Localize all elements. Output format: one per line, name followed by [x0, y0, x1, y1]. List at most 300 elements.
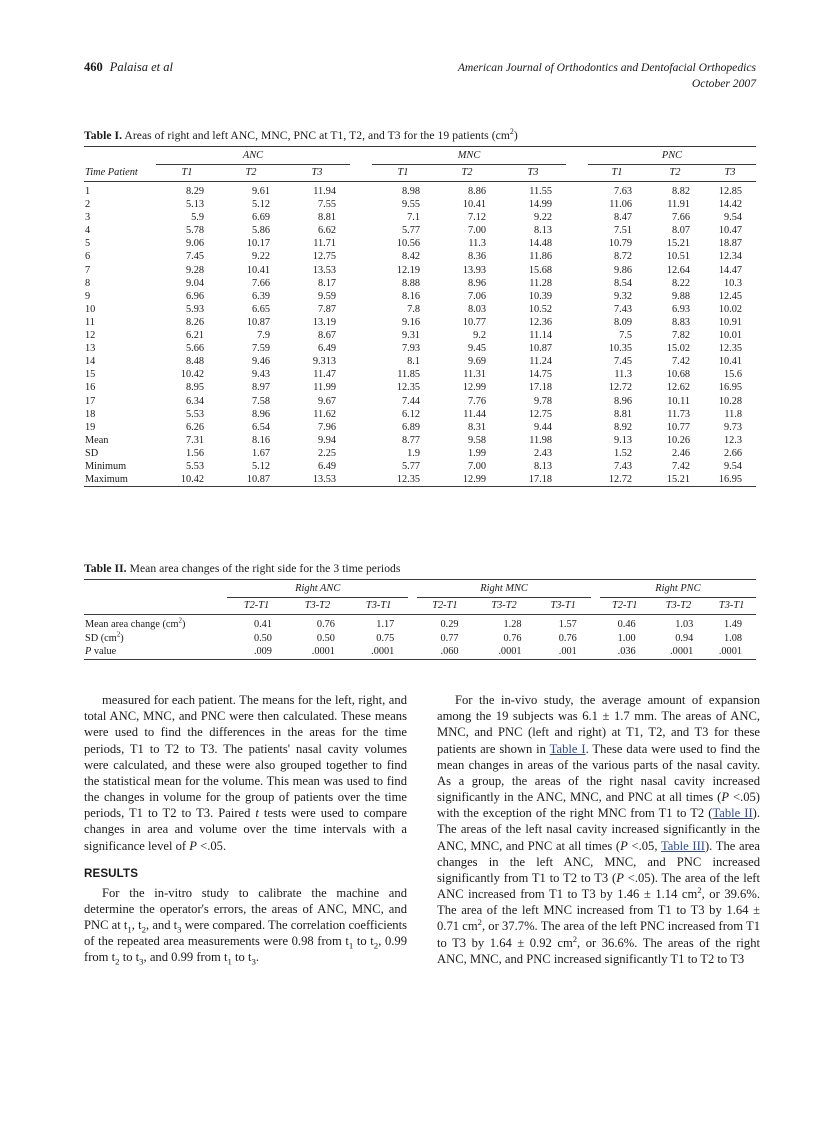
table-1-cell: 13.53 — [312, 474, 336, 486]
table-1-cell: 2.25 — [317, 447, 336, 459]
table-1-gap-cell — [566, 368, 588, 381]
table-1-cell: 11.14 — [529, 330, 552, 342]
table-1-cell: 8.96 — [613, 395, 632, 407]
issue-date: October 2007 — [691, 77, 756, 91]
right-paragraph-1 — [437, 692, 760, 967]
table-1-cell: 12.75 — [528, 408, 552, 420]
table-row — [84, 618, 756, 632]
table-2-cell: 1.28 — [503, 619, 522, 630]
table-1-caption-sup: 2 — [509, 127, 514, 137]
table-1-row-label: 5 — [85, 238, 91, 250]
table-row — [84, 395, 756, 408]
table-1-cell: 11.31 — [463, 369, 486, 381]
table-2-gap-cell — [591, 645, 600, 659]
table-1-cell: 10.41 — [462, 199, 486, 211]
table-1-cell: 10.17 — [246, 238, 270, 250]
journal-title: American Journal of Orthodontics and Dentofacial Orthopedics — [457, 61, 756, 74]
table-2-block — [84, 562, 756, 663]
table-1-cell: 10.26 — [666, 434, 690, 446]
table-row — [84, 316, 756, 329]
table-row — [84, 303, 756, 316]
table-2-col-pnc-t3t2: T3-T2 — [665, 600, 692, 611]
table-1-cell: 9.22 — [533, 212, 552, 224]
table-1-cell: 8.54 — [613, 277, 632, 289]
left-p2-sub-1: 1 — [127, 924, 132, 935]
table-2-col-anc-t2t1: T2-T1 — [243, 600, 270, 611]
table-1-row-label: 17 — [85, 395, 96, 407]
table-1-cell: 2.43 — [533, 447, 552, 459]
table-1-row-label: 8 — [85, 277, 91, 289]
table-1-cell: 17.18 — [528, 474, 552, 486]
table-1-row-label: Maximum — [85, 474, 128, 486]
table-1-cell: 9.88 — [671, 290, 690, 302]
table-1-cell: 7.43 — [613, 460, 632, 472]
table-1-cell: 11.99 — [313, 382, 336, 394]
table-1-cell: 10.42 — [180, 369, 204, 381]
table-1-cell: 12.45 — [718, 290, 742, 302]
table-row — [84, 473, 756, 487]
table-1-cell: 15.21 — [666, 474, 690, 486]
table-2-col-anc-t3t2: T3-T2 — [304, 600, 331, 611]
table-1-cell: 9.78 — [533, 395, 552, 407]
page-number: 460 — [84, 60, 103, 74]
table-1-row-label: 15 — [85, 369, 96, 381]
table-1-cell: 6.62 — [317, 225, 336, 237]
table-1-cell: 11.44 — [463, 408, 486, 420]
table-1-cell: 12.35 — [718, 343, 742, 355]
table-1-row-label: Minimum — [85, 460, 127, 472]
table-1-cell: 15.68 — [528, 264, 552, 276]
left-p2-sub-3: 3 — [177, 924, 182, 935]
table-2-bottom-rule — [84, 659, 756, 663]
table-2-gap-cell — [591, 632, 600, 646]
table-1-cell: 7.66 — [671, 212, 690, 224]
table-2-col-pnc-t3t1: T3-T1 — [718, 600, 745, 611]
table-1-cell: 8.31 — [467, 421, 486, 433]
table-3-crossref-link[interactable]: Table III — [660, 838, 705, 853]
left-p1-italic-t: t — [255, 806, 259, 821]
table-1-cell: 6.93 — [671, 303, 690, 315]
table-2-cell: 0.50 — [316, 632, 335, 644]
table-1-cell: 6.96 — [185, 290, 204, 302]
table-1-cell: 7.76 — [467, 395, 486, 407]
table-1-gap-cell — [566, 447, 588, 460]
table-1-cell: 10.35 — [608, 343, 632, 355]
table-1-cell: 10.79 — [608, 238, 632, 250]
table-row — [84, 434, 756, 447]
table-1-cell: 11.3 — [468, 238, 486, 250]
table-1-cell: 7.45 — [185, 251, 204, 263]
table-1-cell: 8.47 — [613, 212, 632, 224]
table-1-cell: 10.01 — [718, 330, 742, 342]
table-2-group-right-mnc: Right MNC — [480, 583, 528, 594]
table-2-cell: .060 — [440, 646, 459, 658]
table-1-cell: 12.75 — [312, 251, 336, 263]
table-1-col-pnc-t3: T3 — [724, 167, 736, 178]
table-2-cell: 1.00 — [617, 632, 636, 644]
table-1-cell: 8.13 — [533, 460, 552, 472]
table-1-cell: 12.85 — [718, 186, 742, 197]
table-1-row-label: 6 — [85, 251, 91, 263]
table-1-cell: 7.8 — [407, 303, 420, 315]
table-1-cell: 7.58 — [251, 395, 270, 407]
table-2-gap-cell — [408, 645, 417, 659]
table-1-cell: 1.52 — [613, 447, 632, 459]
left-p1-part-c: <.05. — [196, 838, 227, 853]
table-2-row-label: SD $(cm^2)$ — [85, 630, 124, 644]
table-1-cell: 13.93 — [462, 264, 486, 276]
table-2-col-mnc-t3t2: T3-T2 — [491, 600, 517, 611]
table-1-row-label: 1 — [85, 186, 91, 197]
table-1-gap-cell — [566, 460, 588, 473]
table-1-col-mnc-t3: T3 — [527, 167, 539, 178]
table-1-gap-cell — [566, 342, 588, 355]
table-1-cell: 7.44 — [401, 395, 420, 407]
table-1-cell: 7.43 — [613, 303, 632, 315]
table-1-cell: 7.66 — [251, 277, 270, 289]
table-1-gap-cell — [566, 198, 588, 211]
table-1-col-mnc-t2: T2 — [461, 167, 473, 178]
table-1-cell: 14.99 — [528, 199, 552, 211]
table-1-cell: 10.42 — [180, 474, 204, 486]
right-p1-italic-p2: P — [620, 838, 628, 853]
table-1-row-label: 3 — [85, 212, 91, 224]
table-1-cell: 9.04 — [185, 277, 204, 289]
table-1-cell: 10.87 — [246, 316, 270, 328]
table-1-cell: 10.87 — [528, 343, 552, 355]
table-2-cell: .009 — [253, 646, 272, 658]
table-1-gap-cell — [566, 434, 588, 447]
table-1-cell: 8.98 — [401, 186, 420, 197]
table-1-cell: 8.17 — [317, 277, 336, 289]
table-row — [84, 277, 756, 290]
left-p2-part-c: , and t — [146, 918, 178, 933]
right-p1-part-c: <.05) with the exception of the right MNC from T1 to T2 ( — [437, 790, 760, 821]
table-1-cell: 10.77 — [462, 316, 486, 328]
table-1-cell: 9.44 — [533, 421, 552, 433]
table-1-gap-cell — [566, 329, 588, 342]
table-1-cell: 6.26 — [185, 421, 204, 433]
table-1-group-header-row — [84, 150, 756, 162]
left-paragraph-1 — [84, 692, 407, 854]
table-1-gap-cell — [566, 277, 588, 290]
table-1-cell: 8.16 — [401, 290, 420, 302]
table-1-gap-cell — [350, 316, 372, 329]
table-2-cell: 0.50 — [253, 632, 272, 644]
right-p1-part-d: ). The areas of the left nasal cavity increased significantly in the ANC, MNC, and PNC at all times ( — [437, 806, 760, 853]
table-1-cell: 10.39 — [528, 290, 552, 302]
table-2-subheader-row — [84, 598, 756, 615]
table-1-cell: 11.8 — [724, 408, 742, 420]
table-2-col-mnc-t2t1: T2-T1 — [432, 600, 458, 611]
left-p1-part-b: tests were used to compare changes in area and volume over the time intervals with a significance level of — [84, 806, 407, 853]
table-1-cell: 5.77 — [401, 225, 420, 237]
table-1-cell: 7.96 — [317, 421, 336, 433]
table-1-gap-cell — [566, 421, 588, 434]
table-1-cell: 6.21 — [185, 330, 204, 342]
table-row — [84, 290, 756, 303]
table-1-cell: 7.00 — [467, 460, 486, 472]
left-p2-part-d: were compared. The correlation coefficients of the repeated area measurements were 0.98 from t — [84, 918, 407, 949]
table-1-gap-cell — [350, 381, 372, 394]
table-1-cell: 11.3 — [614, 369, 632, 381]
table-1-cell: 9.54 — [723, 460, 742, 472]
right-p1-part-f: ). The area changes in the left ANC, MNC, and PNC increased significantly from T1 to T2 to T3 ( — [437, 838, 760, 885]
table-1-cell: 7.93 — [401, 343, 420, 355]
table-1-cell: 9.69 — [467, 356, 486, 368]
table-1-gap-cell — [350, 277, 372, 290]
table-2-col-mnc-t3t1: T3-T1 — [550, 600, 576, 611]
table-1-cell: 6.49 — [317, 343, 336, 355]
table-1-gap-cell — [566, 224, 588, 237]
table-1-cell: 6.89 — [401, 421, 420, 433]
right-p1-italic-p3: P — [616, 870, 624, 885]
table-1-cell: 7.55 — [317, 199, 336, 211]
table-1-gap-cell — [566, 185, 588, 198]
table-1-cell: 12.3 — [723, 434, 742, 446]
table-row — [84, 355, 756, 368]
table-1-gap-cell — [350, 408, 372, 421]
table-1-cell: 7.31 — [185, 434, 204, 446]
table-1-block — [84, 129, 756, 490]
table-1-cell: 12.99 — [462, 382, 486, 394]
table-1-gap-cell — [566, 250, 588, 263]
table-1-gap-cell — [350, 237, 372, 250]
table-2-row-label: P value — [85, 646, 117, 658]
table-2 — [84, 579, 756, 663]
table-2-cell: 1.57 — [558, 619, 577, 630]
table-1-cell: 7.51 — [613, 225, 632, 237]
table-row — [84, 645, 756, 659]
table-1-stub-header: Time Patient — [85, 167, 138, 179]
table-2-col-pnc-t2t1: T2-T1 — [612, 600, 638, 611]
table-1-cell: 8.72 — [613, 251, 632, 263]
table-2-cell: 0.77 — [440, 632, 459, 644]
left-p2-part-j: . — [255, 950, 260, 965]
table-1-cell: 5.9 — [191, 212, 204, 224]
table-1-label: Table I. — [84, 129, 123, 142]
table-2-gap-cell — [591, 618, 600, 632]
table-row — [84, 237, 756, 250]
table-2-col-anc-t3t1: T3-T1 — [365, 600, 392, 611]
table-1-cell: 11.71 — [313, 238, 336, 250]
table-1-cell: 5.86 — [251, 225, 270, 237]
table-2-cell: .036 — [617, 646, 636, 658]
left-p2-part-g: to t — [119, 950, 140, 965]
table-1-bottom-rule — [84, 487, 756, 491]
table-1-cell: 7.1 — [407, 212, 420, 224]
table-1-gap-cell — [350, 395, 372, 408]
table-1-cell: 9.31 — [401, 330, 420, 342]
table-1-cell: 13.53 — [312, 264, 336, 276]
table-1-cell: 8.03 — [467, 303, 486, 315]
left-p2-sub-8: 1 — [227, 956, 232, 967]
table-2-cell: 1.08 — [723, 632, 742, 644]
table-1-cell: 15.21 — [666, 238, 690, 250]
right-p1-sup-2: 2 — [477, 917, 482, 928]
table-1-subheader-row — [84, 165, 756, 182]
table-1-cell: 8.26 — [185, 316, 204, 328]
table-row — [84, 264, 756, 277]
table-1-gap-cell — [350, 342, 372, 355]
table-1-cell: 6.69 — [251, 212, 270, 224]
table-2-gap-cell — [408, 618, 417, 632]
table-1-crossref-link[interactable]: Table I — [549, 741, 586, 756]
table-1 — [84, 146, 756, 490]
table-2-cell: .0001 — [371, 646, 395, 658]
table-1-cell: 10.91 — [718, 316, 742, 328]
table-1-col-anc-t2: T2 — [245, 167, 257, 178]
table-1-gap-cell — [566, 303, 588, 316]
table-1-cell: 5.53 — [185, 460, 204, 472]
table-1-cell: 12.72 — [608, 474, 632, 486]
running-head-authors: Palaisa et al — [109, 60, 173, 74]
left-p2-sub-7: 3 — [139, 956, 144, 967]
table-1-cell: 11.73 — [667, 408, 690, 420]
table-1-cell: 9.313 — [312, 356, 336, 368]
table-1-cell: 12.34 — [718, 251, 742, 263]
table-1-gap-cell — [566, 408, 588, 421]
table-1-row-label: 18 — [85, 408, 96, 420]
table-1-cell: 6.12 — [401, 408, 420, 420]
table-1-gap-cell — [350, 211, 372, 224]
table-1-cell: 5.13 — [185, 199, 204, 211]
table-2-gap-cell — [408, 632, 417, 646]
table-2-cell: 0.75 — [376, 632, 395, 644]
table-1-cell: 7.82 — [671, 330, 690, 342]
left-p1-part-a: measured for each patient. The means for the left, right, and total ANC, MNC, and PNC were then calculated. These means were used to find the differences in the areas for the time periods, T1 to T2 to T3. The patients' nasal cavity volumes were calculated, and these were also grouped together to find the statistical mean for the volume. This mean was used to find the changes in volume for the group of patients over the time periods, T1 to T2 to T3. Paired — [84, 693, 407, 821]
table-2-cell: .001 — [558, 646, 577, 658]
table-1-cell: 8.48 — [185, 356, 204, 368]
right-column — [437, 692, 760, 967]
table-1-cell: 9.45 — [467, 343, 486, 355]
table-1-cell: 12.35 — [396, 474, 420, 486]
table-1-gap-cell — [350, 290, 372, 303]
left-p2-sub-2: 2 — [141, 924, 147, 935]
table-1-cell: 8.77 — [401, 434, 420, 446]
table-1-cell: 12.35 — [396, 382, 420, 394]
table-1-cell: 8.88 — [401, 277, 420, 289]
table-1-caption-tail: ) — [513, 129, 518, 142]
table-1-cell: 5.93 — [185, 303, 204, 315]
table-1-cell: 7.63 — [613, 186, 632, 197]
right-p1-sup-3: 2 — [572, 933, 578, 944]
table-2-cell: .0001 — [498, 646, 522, 658]
table-2-body — [84, 618, 756, 659]
table-1-cell: 8.81 — [317, 212, 336, 224]
table-1-cell: 9.32 — [613, 290, 632, 302]
table-1-cell: 6.39 — [251, 290, 270, 302]
table-row — [84, 198, 756, 211]
table-1-cell: 10.87 — [246, 474, 270, 486]
table-1-gap-cell — [350, 473, 372, 487]
table-2-cell: 0.46 — [617, 619, 636, 630]
table-1-cell: 8.92 — [613, 421, 632, 433]
table-1-cell: 16.95 — [718, 382, 742, 394]
table-1-cell: 8.13 — [533, 225, 552, 237]
table-1-cell: 9.46 — [251, 356, 270, 368]
table-1-cell: 9.06 — [185, 238, 204, 250]
table-1-row-label: 2 — [85, 199, 91, 211]
table-1-cell: 9.61 — [251, 186, 270, 197]
table-1-cell: 9.16 — [401, 316, 420, 328]
table-1-cell: 5.78 — [185, 225, 204, 237]
table-1-cell: 5.77 — [401, 460, 420, 472]
table-1-row-label: 4 — [85, 225, 91, 237]
table-1-cell: 7.59 — [251, 343, 270, 355]
table-1-gap-cell — [566, 290, 588, 303]
table-1-cell: 10.68 — [666, 369, 690, 381]
table-1-cell: 7.45 — [613, 356, 632, 368]
table-1-cell: 1.67 — [251, 447, 270, 459]
table-1-row-label: 9 — [85, 290, 91, 302]
table-2-cell: .0001 — [311, 646, 335, 658]
table-1-gap-cell — [566, 473, 588, 487]
table-2-cell: 1.49 — [723, 619, 742, 630]
table-1-cell: 10.51 — [666, 251, 690, 263]
table-2-cell: 0.76 — [558, 632, 577, 644]
left-p2-sub-4: 1 — [348, 940, 354, 951]
left-p2-sub-6: 2 — [115, 956, 120, 967]
table-1-cell: 11.28 — [529, 277, 552, 289]
table-1-cell: 11.85 — [397, 369, 420, 381]
table-1-cell: 9.28 — [185, 264, 204, 276]
table-1-cell: 5.12 — [251, 460, 270, 472]
table-1-cell: 7.5 — [619, 330, 632, 342]
table-1-cell: 10.56 — [396, 238, 420, 250]
table-1-row-label: 11 — [85, 316, 95, 328]
table-1-cell: 9.22 — [251, 251, 270, 263]
table-row — [84, 250, 756, 263]
table-1-gap-cell — [350, 368, 372, 381]
table-1-gap-cell — [350, 329, 372, 342]
table-1-col-pnc-t1: T1 — [611, 167, 623, 178]
table-1-gap-cell — [350, 421, 372, 434]
table-1-gap-cell — [566, 264, 588, 277]
left-column — [84, 692, 407, 967]
left-p2-part-e: to t — [353, 934, 374, 949]
table-2-cell: 0.29 — [440, 619, 459, 630]
table-1-cell: 17.18 — [528, 382, 552, 394]
table-1-gap-cell — [566, 211, 588, 224]
table-1-cell: 7.42 — [671, 460, 690, 472]
table-1-row-label: 16 — [85, 382, 96, 394]
table-1-cell: 9.58 — [467, 434, 486, 446]
table-1-col-pnc-t2: T2 — [669, 167, 681, 178]
table-1-col-mnc-t1: T1 — [397, 167, 409, 178]
table-row — [84, 368, 756, 381]
table-1-row-label: 14 — [85, 356, 96, 368]
table-1-group-mnc: MNC — [457, 150, 481, 161]
table-1-cell: 5.53 — [185, 408, 204, 420]
left-p2-part-a: For the in-vitro study to calibrate the machine and determine the operator's errors, the areas of ANC, MNC, and PNC at t — [84, 885, 407, 933]
table-1-col-anc-t1: T1 — [181, 167, 193, 178]
table-1-cell: 11.91 — [667, 199, 690, 211]
table-2-crossref-link[interactable]: Table II — [712, 806, 753, 821]
table-1-cell: 8.86 — [467, 186, 486, 197]
left-paragraph-2 — [84, 885, 407, 966]
right-p1-part-b: . These data were used to find the mean changes in areas of the various parts of the nasal cavity. As a group, the areas of the right nasal cavity increased significantly in the ANC, MNC, and PNC at all times ( — [437, 741, 760, 805]
table-1-row-label: SD — [85, 447, 99, 459]
table-1-cell: 12.62 — [666, 382, 690, 394]
table-1-cell: 7.9 — [257, 330, 270, 342]
table-1-group-pnc: PNC — [661, 150, 683, 161]
table-1-cell: 7.06 — [467, 290, 486, 302]
table-1-cell: 6.34 — [185, 395, 204, 407]
table-1-cell: 9.94 — [317, 434, 336, 446]
table-1-cell: 9.2 — [473, 330, 486, 342]
table-1-cell: 18.87 — [718, 238, 742, 250]
